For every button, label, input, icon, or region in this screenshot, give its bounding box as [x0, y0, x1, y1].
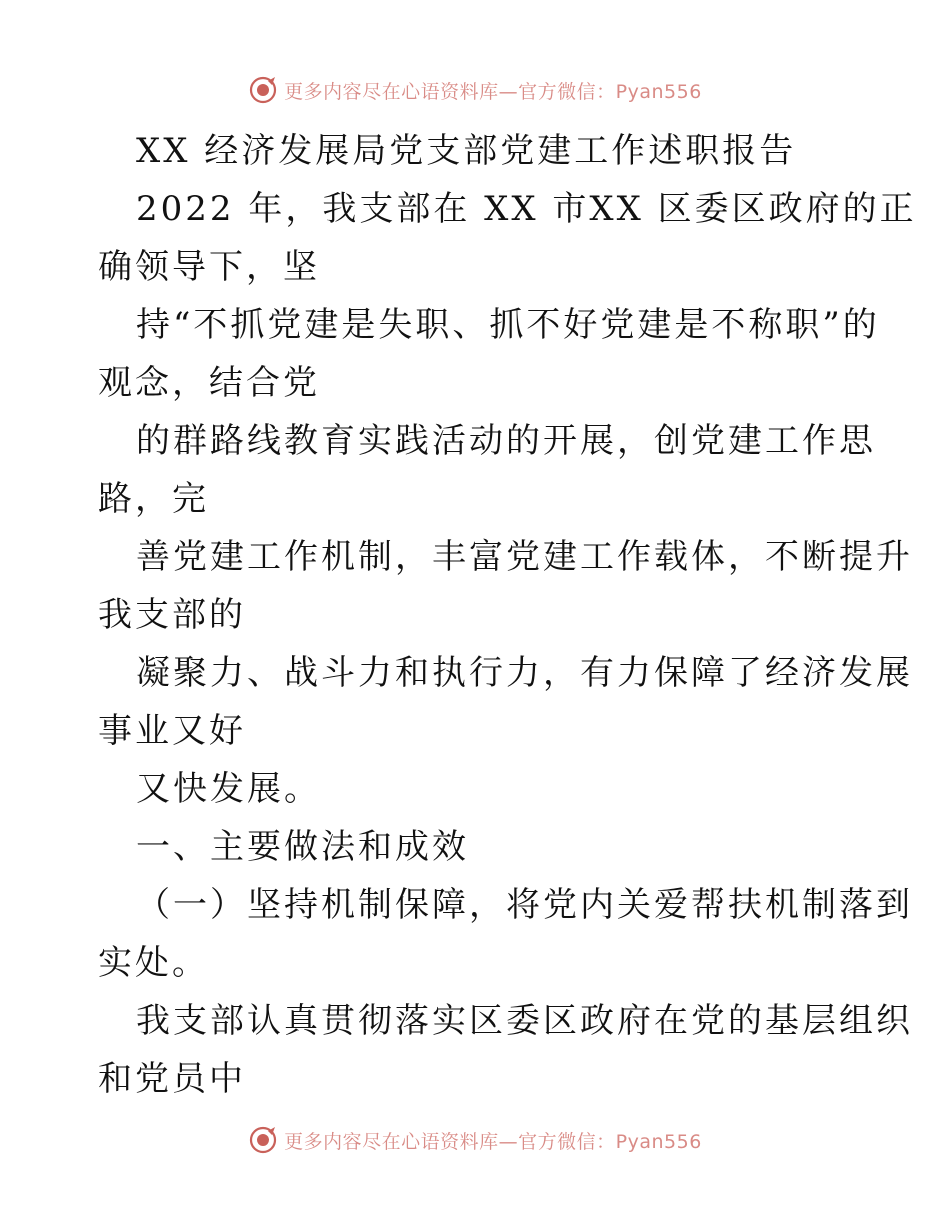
- text-line: 事业又好: [98, 711, 246, 751]
- brand-logo-icon: [248, 1125, 278, 1155]
- text-line: 我支部的: [98, 595, 246, 635]
- text-line: 实处。: [98, 943, 209, 983]
- text-line: （一）坚持机制保障，将党内关爱帮扶机制落到: [136, 885, 913, 925]
- text-line: 观念，结合党: [98, 363, 320, 403]
- text-line: 凝聚力、战斗力和执行力，有力保障了经济发展: [136, 653, 913, 693]
- text-line: 我支部认真贯彻落实区委区政府在党的基层组织: [136, 1001, 913, 1041]
- text-line: 2022 年，我支部在 XX 市XX 区委区政府的正: [136, 189, 917, 229]
- text-line: 持“不抓党建是失职、抓不好党建是不称职”的: [136, 305, 880, 345]
- text-line: 又快发展。: [136, 769, 321, 809]
- footer-watermark: [0, 1120, 950, 1160]
- watermark-text: 更多内容尽在心语资料库—官方微信：Pyan556: [284, 1130, 702, 1153]
- text-line: 的群路线教育实践活动的开展，创党建工作思: [136, 421, 876, 461]
- text-line: 一、主要做法和成效: [136, 827, 469, 867]
- text-line: 和党员中: [98, 1059, 246, 1099]
- header-watermark: [0, 70, 950, 110]
- text-line: 路，完: [98, 479, 209, 519]
- document-lines: [98, 180, 917, 1108]
- watermark-text: 更多内容尽在心语资料库—官方微信：Pyan556: [284, 80, 702, 103]
- brand-logo-icon: [248, 75, 278, 105]
- document-title: XX 经济发展局党支部党建工作述职报告: [136, 131, 797, 171]
- text-line: 确领导下，坚: [98, 247, 320, 287]
- text-line: 善党建工作机制，丰富党建工作载体，不断提升: [136, 537, 913, 577]
- document-body: [98, 122, 917, 1108]
